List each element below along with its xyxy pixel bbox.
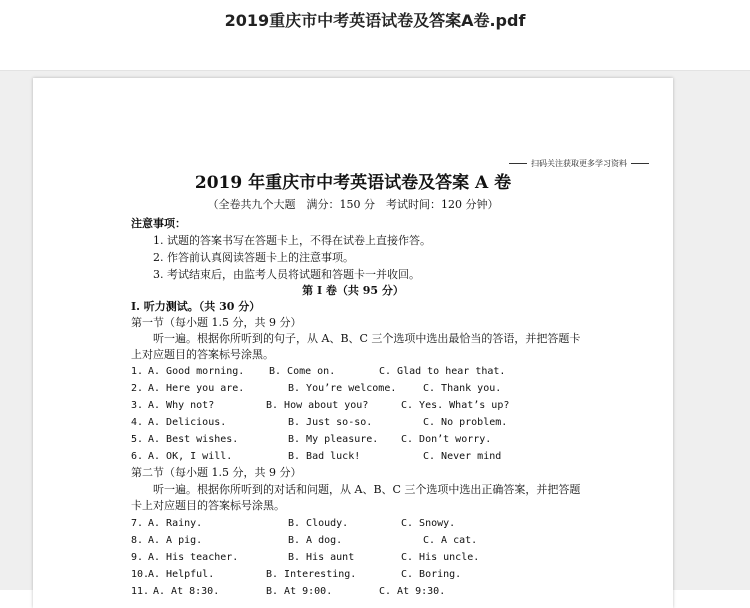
pdf-page (33, 78, 673, 608)
option-a: A. A pig. (148, 535, 203, 546)
file-title: 2019重庆市中考英语试卷及答案A卷.pdf (224, 11, 526, 30)
divider (631, 163, 649, 164)
option-a: A. Why not? (148, 400, 215, 411)
option-b: B. At 9:00. (266, 586, 333, 597)
option-c: C. His uncle. (401, 552, 480, 563)
instruction-text: 听一遍。根据你所听到的对话和问题，从 A、B、C 三个选项中选出正确答案，并把答题 (153, 483, 581, 496)
notice-item: 3. 考试结束后，由监考人员将试题和答题卡一并收回。 (153, 268, 420, 281)
option-b: B. How about you? (266, 400, 369, 411)
question-number: 6. (131, 451, 144, 462)
question-number: 3. (131, 400, 144, 411)
option-a: A. Delicious. (148, 417, 227, 428)
title-bar (0, 0, 750, 71)
option-a: A. Helpful. (148, 569, 215, 580)
option-a: A. Rainy. (148, 518, 203, 529)
promo-text: 扫码关注获取更多学习资料 (531, 159, 627, 168)
option-a: A. His teacher. (148, 552, 239, 563)
question-number: 5. (131, 434, 144, 445)
option-b: B. My pleasure. (288, 434, 379, 445)
option-b: B. His aunt (288, 552, 355, 563)
document-title: 2019 年重庆市中考英语试卷及答案 A 卷 (194, 173, 512, 193)
option-b: B. Interesting. (266, 569, 357, 580)
divider (509, 163, 527, 164)
notice-heading: 注意事项： (131, 217, 186, 230)
section-heading: I. 听力测试。（共 30 分） (131, 300, 261, 313)
instruction-text: 听一遍。根据你所听到的句子，从 A、B、C 三个选项中选出最恰当的答语，并把答题卡 (153, 332, 581, 345)
option-b: B. Bad luck! (288, 451, 361, 462)
option-c: C. A cat. (423, 535, 478, 546)
question-number: 11. (131, 586, 150, 597)
notice-item: 2. 作答前认真阅读答题卡上的注意事项。 (153, 251, 354, 264)
question-number: 10. (131, 569, 150, 580)
notice-item: 1. 试题的答案书写在答题卡上，不得在试卷上直接作答。 (153, 234, 431, 247)
question-number: 9. (131, 552, 144, 563)
option-c: C. Yes. What’s up? (401, 400, 510, 411)
question-number: 8. (131, 535, 144, 546)
option-c: C. Don’t worry. (401, 434, 492, 445)
option-a: A. OK, I will. (148, 451, 233, 462)
option-b: B. A dog. (288, 535, 343, 546)
question-number: 4. (131, 417, 144, 428)
option-c: C. Boring. (401, 569, 462, 580)
option-a: A. Good morning. (148, 366, 245, 377)
option-b: B. You’re welcome. (288, 383, 397, 394)
option-b: B. Cloudy. (288, 518, 349, 529)
subsection-heading: 第二节（每小题 1.5 分，共 9 分） (131, 466, 302, 479)
question-number: 1. (131, 366, 144, 377)
option-c: C. At 9:30. (379, 586, 446, 597)
option-c: C. Thank you. (423, 383, 502, 394)
document-subtitle: （全卷共九个大题 满分：150 分 考试时间：120 分钟） (207, 198, 499, 211)
instruction-text: 上对应题目的答案标号涂黑。 (131, 348, 274, 361)
option-a: A. At 8:30. (153, 586, 220, 597)
pdf-viewer[interactable] (0, 71, 750, 597)
option-c: C. No problem. (423, 417, 508, 428)
option-c: C. Snowy. (401, 518, 456, 529)
option-a: A. Here you are. (148, 383, 245, 394)
question-number: 2. (131, 383, 144, 394)
option-b: B. Just so-so. (288, 417, 373, 428)
option-a: A. Best wishes. (148, 434, 239, 445)
question-number: 7. (131, 518, 144, 529)
option-b: B. Come on. (269, 366, 336, 377)
option-c: C. Glad to hear that. (379, 366, 506, 377)
part-heading: 第 I 卷（共 95 分） (302, 284, 404, 297)
option-c: C. Never mind (423, 451, 502, 462)
instruction-text: 卡上对应题目的答案标号涂黑。 (131, 499, 285, 512)
subsection-heading: 第一节（每小题 1.5 分，共 9 分） (131, 316, 302, 329)
